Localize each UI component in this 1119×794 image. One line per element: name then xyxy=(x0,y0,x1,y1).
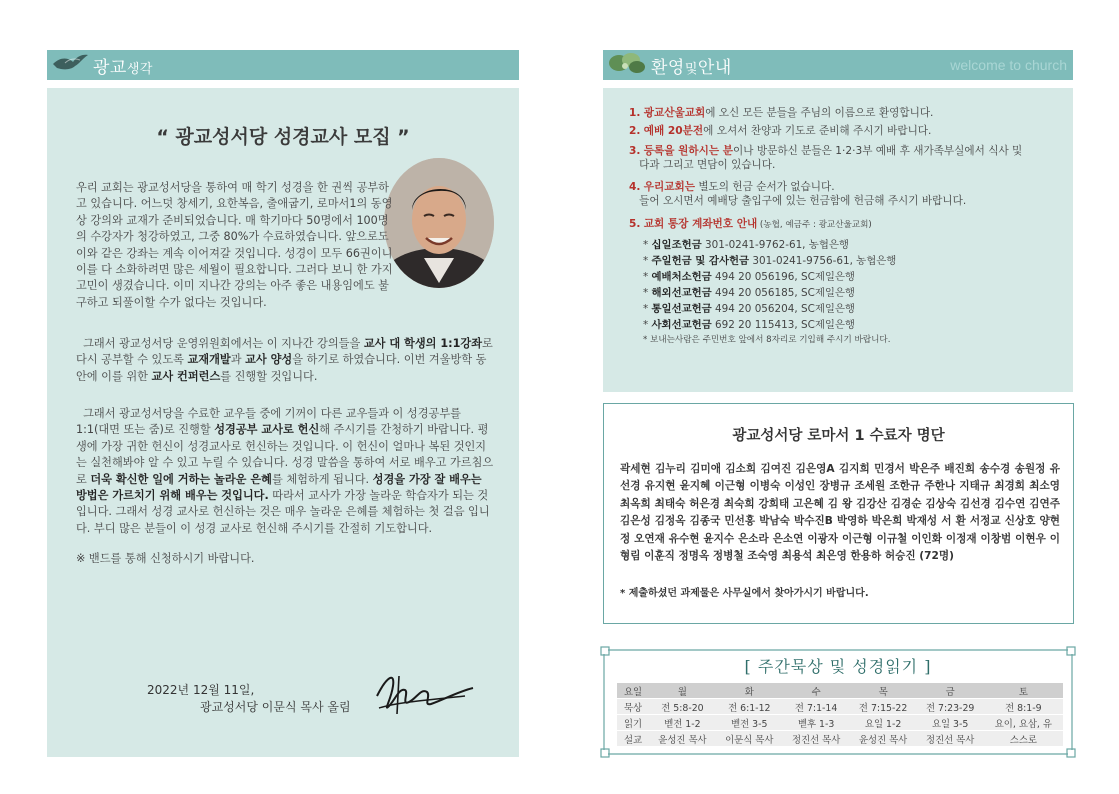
account-row: * 통일선교헌금 494 20 056204, SC제일은행 xyxy=(643,303,855,315)
reading-row xyxy=(617,731,1063,747)
p2-bold-d: 교재개발 xyxy=(187,353,231,367)
reading-cell: 요일 3-5 xyxy=(917,715,984,731)
p3-bold-f: 성경을 가장 잘 배우는 방법은 가르치기 위해 배우는 것입니다. xyxy=(76,472,482,503)
graduates-title: 광교성서당 로마서 1 수료자 명단 xyxy=(732,428,945,444)
weekly-reading-box xyxy=(600,646,1076,758)
letter-date: 2022년 12월 11일, xyxy=(147,683,255,697)
account-row: * 사회선교헌금 692 20 115413, SC제일은행 xyxy=(643,319,855,331)
notice-text-continued: 들어 오시면서 예배당 출입구에 있는 헌금함에 헌금해 주시기 바랍니다. xyxy=(639,195,967,207)
account-info: 692 20 115413, SC제일은행 xyxy=(711,319,855,331)
p2-text-c: 로 다시 공부할 수 있도록 xyxy=(76,337,493,367)
notice-highlight: 우리교회는 xyxy=(643,181,695,193)
leaf-icon xyxy=(607,50,647,80)
account-info: 301-0241-9756-61, 농협은행 xyxy=(749,255,897,267)
day-header: 금 xyxy=(917,683,984,699)
p2-text-a: 그래서 광교성서당 운영위원회에서는 이 지나간 강의들을 xyxy=(83,337,364,350)
notice-item xyxy=(629,106,933,120)
p3-bold-b: 성경공부 교사로 헌신 xyxy=(214,423,320,437)
notice-number: 1. xyxy=(629,107,641,119)
p3-bold-d: 더욱 확신한 일에 거하는 놀라운 은혜 xyxy=(90,472,272,486)
band-signup-note: ※ 밴드를 통해 신청하시기 바랍니다. xyxy=(76,552,255,565)
letter-signer: 광교성서당 이문식 목사 올림 xyxy=(200,700,351,714)
reading-cell: 벧전 1-2 xyxy=(649,715,716,731)
reading-cell: 전 7:23-29 xyxy=(917,699,984,715)
recruit-paragraph-1: 우리 교회는 광교성서당을 통하여 매 학기 성경을 한 권씩 공부하고 있습니다. 어느덧 창세기, 요한복음, 출애굽기, 로마서1의 동영상 강의와 교재가 준비되었습니다. 매 학기마다 50명에서 100명의 수강자가 청강하였고, 그중 80%가 수료하였습니다. 앞으로도 이와 같은 강좌는 계속 이어져갈 것입니다. 성경이 모두 66권이니 이를 다 소화하려면 많은 세월이 필요합니다. 그러다 보니 한 가지 고민이 생겼습니다. 이미 지나간 강의는 아주 좋은 내용임에도 불구하고 되풀이할 수가 없다는 것입니다. xyxy=(76,181,393,309)
day-header: 수 xyxy=(783,683,850,699)
notice-item xyxy=(629,180,966,208)
p3-text-c: 해 주시기를 간청하기 바랍니다. 평생에 가장 귀한 헌신이 성경교사로 헌신하는 것입니다. 이 헌신이 얼마나 복된 것인지는 실천해봐야 알 수 있고 누릴 수 있습니다. 성경 말씀을 통하여 서로 배우고 가르침으로 xyxy=(76,423,494,486)
day-header: 화 xyxy=(716,683,783,699)
p3-text-e: 를 체험하게 됩니다. xyxy=(271,472,373,486)
title-welcome: 환영 xyxy=(651,57,685,78)
notice-highlight: 교회 통장 계좌번호 안내 xyxy=(643,218,758,230)
welcome-subtitle: welcome to church xyxy=(950,57,1067,73)
day-header: 월 xyxy=(649,683,716,699)
graduates-list: 곽세현 김누리 김미애 김소희 김여진 김은영A 김지희 민경서 박은주 배진희 송수경 송원정 유선경 유지현 윤지혜 이근형 이병숙 이성인 장병규 조세원 조한규 주한나 지태규 최경희 최소영 최옥희 최태숙 허은경 최숙희 강희태 고은혜 김 왕 김강산 김경순 김상숙 김선경 김수연 김연주 김은성 김정옥 김종국 민선홍 박남숙 박수진B 박영하 박은희 박재성 서 환 서정교 신상호 양현정 오연재 유수현 윤지수 은소라 은소연 이광자 이근형 이규철 이인화 이정재 이창범 이현우 이형림 이훈직 정명옥 정병철 조숙영 최용석 최은영 한용하 허승진 (72명) xyxy=(620,463,1060,563)
reading-cell: 요이, 요삼, 유 xyxy=(984,715,1063,731)
reading-cell: 요일 1-2 xyxy=(850,715,917,731)
reading-row xyxy=(617,715,1063,731)
account-info: 494 20 056204, SC제일은행 xyxy=(711,303,855,315)
account-note: * 보내는사람은 주민번호 앞에서 8자리로 기입해 주시기 바랍니다. xyxy=(643,335,891,345)
bird-icon xyxy=(51,50,89,80)
account-info: 301-0241-9762-61, 농협은행 xyxy=(701,239,849,251)
reading-cell: 윤성진 목사 xyxy=(649,731,716,747)
right-section-header xyxy=(603,50,1073,80)
reading-cell: 전 5:8-20 xyxy=(649,699,716,715)
account-row: * 해외선교헌금 494 20 056185, SC제일은행 xyxy=(643,287,855,299)
account-info: 494 20 056196, SC제일은행 xyxy=(711,271,855,283)
row-label: 설교 xyxy=(617,731,649,747)
p2-bold-h: 교사 컨퍼런스 xyxy=(151,369,221,383)
notice-text: 별도의 헌금 순서가 없습니다. xyxy=(694,181,835,193)
signature-icon xyxy=(369,666,479,724)
reading-cell: 벧전 3-5 xyxy=(716,715,783,731)
notice-text: 에 오셔서 찬양과 기도로 준비해 주시기 바랍니다. xyxy=(703,125,932,137)
day-header: 목 xyxy=(850,683,917,699)
section-title-main: 광교 xyxy=(93,57,127,78)
reading-title: [ 주간묵상 및 성경읽기 ] xyxy=(744,657,932,676)
reading-row xyxy=(617,699,1063,715)
p2-bold-f: 교사 양성 xyxy=(245,353,293,367)
notice-item xyxy=(629,144,1022,172)
account-name: 예배처소헌금 xyxy=(651,271,712,283)
title-guide: 안내 xyxy=(697,57,732,78)
reading-cell: 전 7:15-22 xyxy=(850,699,917,715)
graduates-note: * 제출하셨던 과제물은 사무실에서 찾아가시기 바랍니다. xyxy=(620,588,869,599)
notice-number: 5. xyxy=(629,218,641,230)
account-row: * 예배처소헌금 494 20 056196, SC제일은행 xyxy=(643,271,855,283)
p2-bold-b: 교사 대 학생의 1:1강좌 xyxy=(363,337,483,350)
notice-number: 3. xyxy=(629,145,641,157)
account-name: 사회선교헌금 xyxy=(651,319,712,331)
reading-header-row xyxy=(617,683,1063,699)
p2-text-i: 를 진행할 것입니다. xyxy=(220,369,318,383)
reading-cell: 전 7:1-14 xyxy=(783,699,850,715)
notice-highlight: 등록을 원하시는 분 xyxy=(643,145,734,157)
notice-highlight: 예배 20분전 xyxy=(643,125,704,137)
notice-highlight: 광교산울교회 xyxy=(643,107,706,119)
p2-text-e: 과 xyxy=(230,353,246,367)
reading-table xyxy=(617,683,1063,747)
account-row: * 주일헌금 및 감사헌금 301-0241-9756-61, 농협은행 xyxy=(643,255,897,267)
recruit-paragraph-3 xyxy=(76,406,494,537)
pastor-photo xyxy=(384,158,494,288)
notice-number: 2. xyxy=(629,125,641,137)
day-header: 요일 xyxy=(617,683,649,699)
account-name: 통일선교헌금 xyxy=(651,303,712,315)
notice-item xyxy=(629,124,931,138)
reading-cell: 스스로 xyxy=(984,731,1063,747)
notice-text: (농협, 예금주 : 광교산울교회) xyxy=(757,220,872,230)
account-info: 494 20 056185, SC제일은행 xyxy=(711,287,855,299)
reading-cell: 전 8:1-9 xyxy=(984,699,1063,715)
notice-number: 4. xyxy=(629,181,641,193)
account-name: 주일헌금 및 감사헌금 xyxy=(651,255,750,267)
graduates-box xyxy=(603,403,1074,624)
reading-cell: 정진선 목사 xyxy=(917,731,984,747)
reading-cell: 전 6:1-12 xyxy=(716,699,783,715)
p3-text-a: 그래서 광교성서당을 수료한 교우들 중에 기꺼이 다른 교우들과 이 성경공부를 1:1(대면 또는 줌)로 진행할 xyxy=(76,407,461,437)
reading-cell: 정진선 목사 xyxy=(783,731,850,747)
notice-text: 에 오신 모든 분들을 주님의 이름으로 환영합니다. xyxy=(705,107,934,119)
row-label: 묵상 xyxy=(617,699,649,715)
day-header: 토 xyxy=(984,683,1063,699)
reading-cell: 이문식 목사 xyxy=(716,731,783,747)
recruit-paragraph-2 xyxy=(76,336,494,385)
row-label: 읽기 xyxy=(617,715,649,731)
left-section-title xyxy=(93,53,153,78)
account-name: 십일조헌금 xyxy=(651,239,702,251)
notice-panel xyxy=(603,88,1073,392)
notice-text-continued: 다과 그리고 면담이 있습니다. xyxy=(639,159,776,171)
p2-text-g: 을 하기로 하였습니다. 이번 겨울방학 동안에 이를 위한 xyxy=(76,353,487,383)
title-and: 및 xyxy=(684,61,698,77)
p3-text-g: 따라서 교사가 가장 놀라운 학습자가 되는 것입니다. 그래서 성경 교사로 헌신하는 것은 매우 놀라운 은혜를 체험하는 첫 걸음 입니다. 부디 많은 분들이 이 성경 교사로 헌신해 주시기를 간절히 기도합니다. xyxy=(76,489,490,535)
notice-item xyxy=(629,217,872,232)
reading-cell: 윤성진 목사 xyxy=(850,731,917,747)
section-title-sub: 생각 xyxy=(126,61,153,77)
reading-cell: 벧후 1-3 xyxy=(783,715,850,731)
account-row: * 십일조헌금 301-0241-9762-61, 농협은행 xyxy=(643,239,849,251)
notice-text: 이나 방문하신 분들은 1·2·3부 예배 후 새가족부실에서 식사 및 xyxy=(733,145,1023,157)
account-name: 해외선교헌금 xyxy=(651,287,712,299)
recruit-title: “ 광교성서당 성경교사 모집 ” xyxy=(156,126,410,148)
left-section-header xyxy=(47,50,519,80)
recruit-panel xyxy=(47,88,519,757)
right-section-title xyxy=(651,53,732,78)
